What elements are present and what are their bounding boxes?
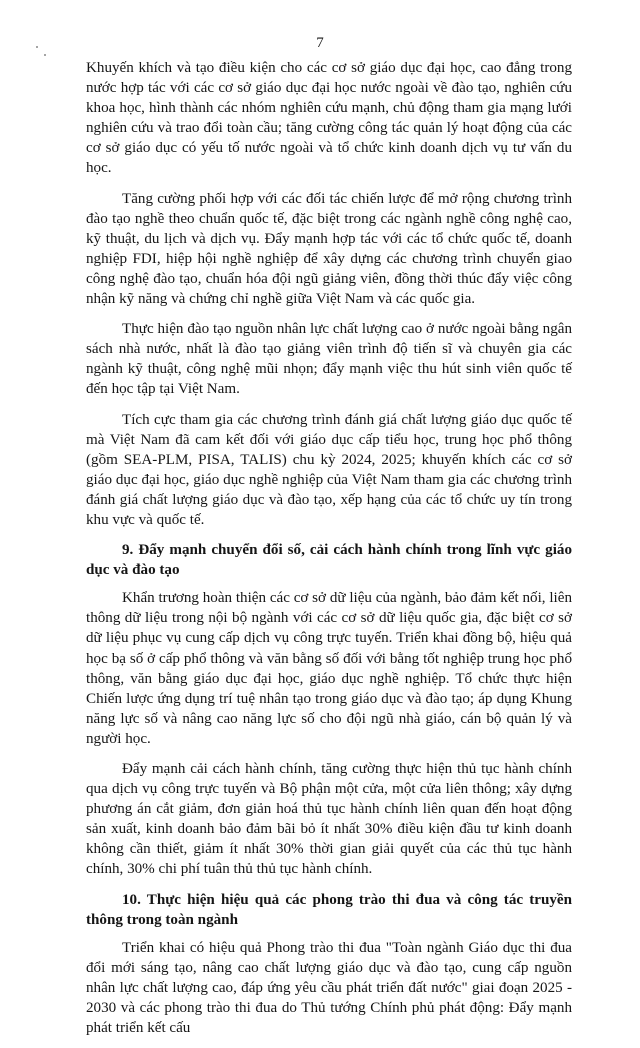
paragraph: Khẩn trương hoàn thiện các cơ sở dữ liệu của ngành, bảo đảm kết nối, liên thông dữ liệu trong nội bộ ngành với các cơ sở dữ liệu quốc gia, đặc biệt cơ sở dữ liệu phục vụ cung cấp dịch vụ công trực tuyến. Triển khai đồng bộ, hiệu quả học bạ số ở cấp phổ thông và văn bằng số đối với bằng tốt nghiệp trung học phổ thông, văn bằng giáo dục đại học, giáo dục nghề nghiệp. Tổ chức thực hiện Chiến lược ứng dụng trí tuệ nhân tạo trong giáo dục và đào tạo; áp dụng Khung năng lực số và nâng cao năng lực số cho đội ngũ nhà giáo, cán bộ quản lý và người học. (86, 590, 572, 747)
paragraph: Tăng cường phối hợp với các đối tác chiến lược để mở rộng chương trình đào tạo nghề theo chuẩn quốc tế, đặc biệt trong các ngành nghề công nghệ cao, kỹ thuật, du lịch và dịch vụ. Đẩy mạnh hợp tác với các tổ chức quốc tế, doanh nghiệp FDI, hiệp hội nghề nghiệp để xây dựng các chương trình chuyển giao công nghệ đào tạo, chuẩn hóa đội ngũ giảng viên, đồng thời thúc đẩy việc công nhận kỹ năng và chứng chỉ nghề giữa Việt Nam và các quốc gia. (86, 190, 572, 308)
paragraph: Đẩy mạnh cải cách hành chính, tăng cường thực hiện thủ tục hành chính qua dịch vụ công trực tuyến và Bộ phận một cửa, một cửa liên thông; xây dựng phương án cắt giảm, đơn giản hoá thủ tục hành chính liên quan đến hoạt động sản xuất, kinh doanh bảo đảm bãi bỏ ít nhất 30% điều kiện đầu tư kinh doanh không cần thiết, giảm ít nhất 30% thời gian giải quyết của các thủ tục hành chính, 30% chi phí tuân thủ thủ tục hành chính. (86, 761, 572, 878)
paragraph: Triển khai có hiệu quả Phong trào thi đua "Toàn ngành Giáo dục thi đua đổi mới sáng tạo, nâng cao chất lượng giáo dục và đào tạo, cung cấp nguồn nhân lực chất lượng cao, đáp ứng yêu cầu phát triển đất nước" giai đoạn 2025 - 2030 và các phong trào thi đua do Thủ tướng Chính phủ phát động: Đẩy mạnh phát triển kết cấu (86, 939, 572, 1037)
section-heading-10: 10. Thực hiện hiệu quả các phong trào thi đua và công tác truyền thông trong toàn ngành (86, 891, 572, 928)
page-number: 7 (316, 35, 324, 51)
section-heading-9: 9. Đẩy mạnh chuyển đổi số, cải cách hành chính trong lĩnh vực giáo dục và đào tạo (86, 542, 572, 579)
scan-speck (44, 54, 46, 56)
paragraph: Khuyến khích và tạo điều kiện cho các cơ sở giáo dục đại học, cao đẳng trong nước hợp tác với các cơ sở giáo dục đại học nước ngoài về đào tạo, nghiên cứu khoa học, hình thành các nhóm nghiên cứu mạnh, chủ động tham gia mạng lưới nghiên cứu và trao đổi toàn cầu; tăng cường công tác quản lý hoạt động của các cơ sở giáo dục có yếu tố nước ngoài và tổ chức kinh doanh dịch vụ tư vấn du học. (86, 60, 572, 177)
document-body (86, 58, 572, 1048)
paragraph: Thực hiện đào tạo nguồn nhân lực chất lượng cao ở nước ngoài bằng ngân sách nhà nước, nhất là đào tạo giảng viên trình độ tiến sĩ và chuyên gia các ngành kỹ thuật, công nghệ mũi nhọn; đẩy mạnh việc thu hút sinh viên quốc tế đến học tập tại Việt Nam. (86, 321, 572, 398)
paragraph: Tích cực tham gia các chương trình đánh giá chất lượng giáo dục quốc tế mà Việt Nam đã cam kết đối với giáo dục cấp tiểu học, trung học phổ thông (gồm SEA-PLM, PISA, TALIS) chu kỳ 2024, 2025; khuyến khích các cơ sở giáo dục đại học, giáo dục nghề nghiệp của Việt Nam tham gia các chương trình đánh giá chất lượng giáo dục và đào tạo, xếp hạng của các tổ chức uy tín trong khu vực và quốc tế. (86, 411, 572, 528)
